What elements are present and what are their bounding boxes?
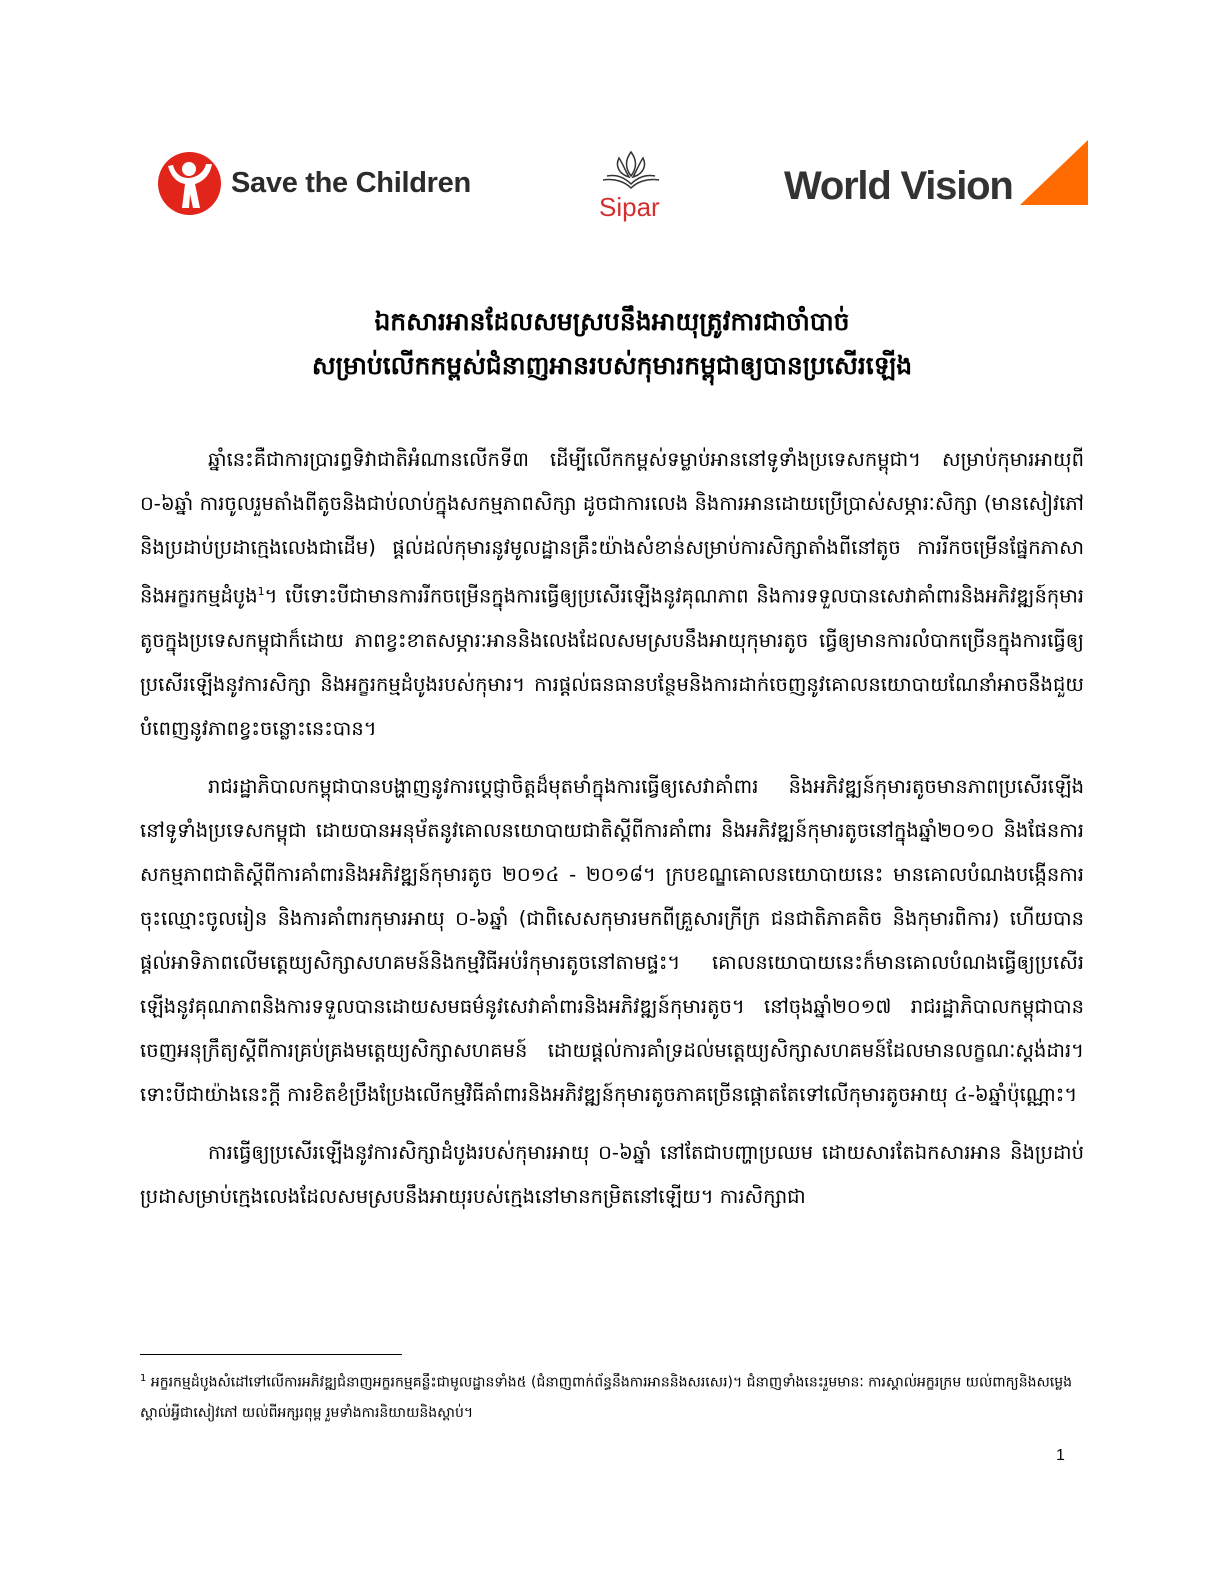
paragraph-1-text-b: ។ បើទោះបីជាមានការរីកចម្រើនក្នុងការធ្វើឲ្យប្រសើរឡើងនូវគុណភាព និងការទទួលបានសេវាគាំពារនិងអភិវឌ្ឍន៍កុមារតូចក្នុងប្រទេសកម្ពុជាក៏ដោយ ភាពខ្វះខាតសម្ភារៈអាននិងលេងដែលសមស្របនឹងអាយុកុមារតូច ធ្វើឲ្យមានការលំបាកច្រើនក្នុងការធ្វើឲ្យប្រសើរឡើងនូវការសិក្សា និងអក្ខរកម្មដំបូងរបស់កុមារ។ ការផ្តល់ធនធានបន្ថែមនិងការដាក់ចេញនូវគោលនយោបាយណែនាំអាចនឹងជួយបំពេញនូវភាពខ្វះចន្លោះនេះបាន។ (140, 584, 1084, 740)
save-the-children-wordmark: Save the Children (231, 167, 471, 199)
sipar-lotus-book-icon (595, 146, 667, 194)
page-number: 1 (1056, 1447, 1065, 1464)
world-vision-orange-shape (1020, 140, 1088, 205)
save-the-children-emblem-icon (158, 152, 221, 215)
world-vision-wordmark: World Vision (784, 164, 1013, 208)
paragraph-3: ការធ្វើឲ្យប្រសើរឡើងនូវការសិក្សាដំបូងរបស់កុមារអាយុ ០-៦ឆ្នាំ នៅតែជាបញ្ហាប្រឈម ដោយសារតែឯកសារអាន និងប្រដាប់ប្រដាសម្រាប់ក្មេងលេងដែលសមស្របនឹងអាយុរបស់ក្មេងនៅមានកម្រិតនៅឡើយ។ ការសិក្សាជា (140, 1140, 1084, 1208)
logo-header (0, 140, 1224, 240)
footnote-divider (140, 1354, 402, 1355)
sipar-wordmark: Sipar (599, 192, 660, 222)
footnote-text: អក្ខរកម្មដំបូងសំដៅទៅលើការអភិវឌ្ឍជំនាញអក្ខរកម្មគន្លឹះជាមូលដ្ឋានទាំង៥ (ជំនាញពាក់ព័ន្ធនឹងការអាននិងសរសេរ)។ ជំនាញទាំងនេះរួមមានៈ ការស្គាល់អក្ខរក្រម យល់ពាក្យនិងសម្លេង ស្គាល់អ្វីជាសៀវភៅ យល់ពីអក្សរពុម្ព រួមទាំងការនិយាយនិងស្តាប់។ (140, 1374, 1073, 1421)
title-line-1: ឯកសារអានដែលសមស្របនឹងអាយុត្រូវការជាចាំបាច់ (374, 307, 850, 336)
footnote (140, 1364, 1084, 1428)
paragraph-2: រាជរដ្ឋាភិបាលកម្ពុជាបានបង្ហាញនូវការប្តេជ្ញាចិត្តដ៏មុតមាំក្នុងការធ្វើឲ្យសេវាគាំពារ និងអភិវឌ្ឍន៍កុមារតូចមានភាពប្រសើរឡើងនៅទូទាំងប្រទេសកម្ពុជា ដោយបានអនុម័តនូវគោលនយោបាយជាតិស្តីពីការគាំពារ និងអភិវឌ្ឍន៍កុមារតូចនៅក្នុងឆ្នាំ២០១០ និងផែនការសកម្មភាពជាតិស្តីពីការគាំពារនិងអភិវឌ្ឍន៍កុមារតូច ២០១៤ - ២០១៨។ ក្របខណ្ឌគោលនយោបាយនេះ មានគោលបំណងបង្កើនការចុះឈ្មោះចូលរៀន និងការគាំពារកុមារអាយុ ០-៦ឆ្នាំ (ជាពិសេសកុមារមកពីគ្រួសារក្រីក្រ ជនជាតិភាគតិច និងកុមារពិការ) ហើយបានផ្តល់អាទិភាពលើមត្តេយ្យសិក្សាសហគមន៍និងកម្មវិធីអប់រំកុមារតូចនៅតាមផ្ទះ។ គោលនយោបាយនេះក៏មានគោលបំណងធ្វើឲ្យប្រសើរឡើងនូវគុណភាពនិងការទទួលបានដោយសមធម៌នូវសេវាគាំពារនិងអភិវឌ្ឍន៍កុមារតូច។ នៅចុងឆ្នាំ២០១៧ រាជរដ្ឋាភិបាលកម្ពុជាបានចេញអនុក្រឹត្យស្តីពីការគ្រប់គ្រងមត្តេយ្យសិក្សាសហគមន៍ ដោយផ្តល់ការគាំទ្រដល់មត្តេយ្យសិក្សាសហគមន៍ដែលមានលក្ខណៈស្តង់ដារ។ ទោះបីជាយ៉ាងនេះក្តី ការខិតខំប្រឹងប្រែងលើកម្មវិធីគាំពារនិងអភិវឌ្ឍន៍កុមារតូចភាគច្រើនផ្តោតតែទៅលើកុមារតូចអាយុ ៤-៦ឆ្នាំប៉ុណ្ណោះ។ (140, 774, 1084, 1106)
sipar-logo (595, 146, 667, 230)
footnote-reference: 1 (257, 585, 265, 598)
footnote-mark: 1 (140, 1373, 147, 1384)
document-body (140, 438, 1084, 1233)
title-line-2: សម្រាប់លើកកម្ពស់ជំនាញអានរបស់កុមារកម្ពុជាឲ្យបានប្រសើរឡើង (311, 351, 913, 380)
world-vision-logo (784, 140, 1088, 220)
paragraph-1-text-a: ឆ្នាំនេះគឺជាការប្រារព្ធទិវាជាតិអំណានលើកទី៣ ដើម្បីលើកកម្ពស់ទម្លាប់អាននៅទូទាំងប្រទេសកម្ពុជា។ សម្រាប់កុមារអាយុពី ០-៦ឆ្នាំ ការចូលរួមតាំងពីតូចនិងជាប់លាប់ក្នុងសកម្មភាពសិក្សា ដូចជាការលេង និងការអានដោយប្រើប្រាស់សម្ភារៈសិក្សា (មានសៀវភៅនិងប្រដាប់ប្រដាក្មេងលេងជាដើម) ផ្តល់ដល់កុមារនូវមូលដ្ឋានគ្រឹះយ៉ាងសំខាន់សម្រាប់ការសិក្សាតាំងពីនៅតូច ការរីកចម្រើនផ្នែកភាសា និងអក្ខរកម្មដំបូង (140, 448, 1084, 608)
paragraph-1 (140, 438, 1084, 751)
document-title (150, 300, 1074, 388)
save-the-children-logo (158, 152, 471, 215)
world-vision-star-icon: ✦ (1058, 142, 1074, 163)
